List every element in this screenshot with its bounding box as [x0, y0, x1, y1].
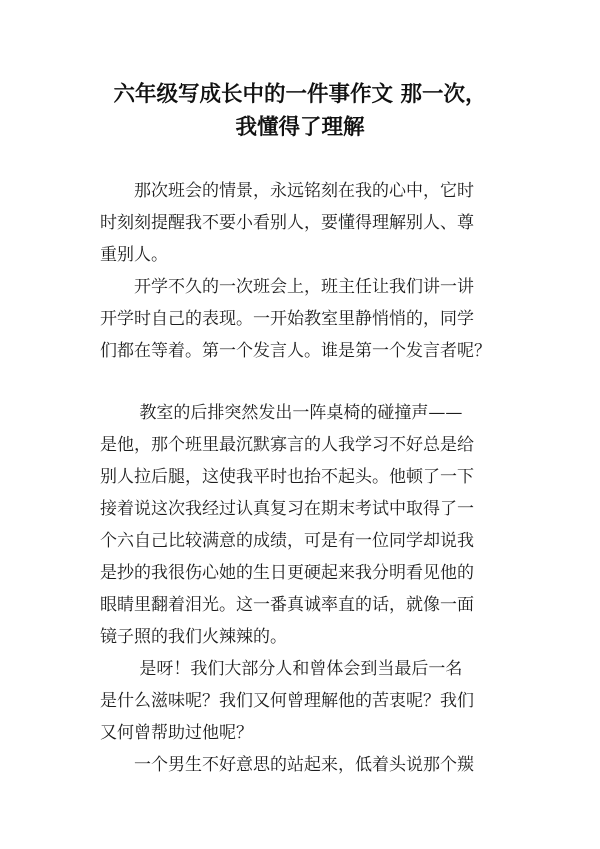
body-line: 镜子照的我们火辣辣的。 — [100, 627, 287, 647]
body-line: 教室的后排突然发出一阵桌椅的碰撞声—— — [100, 403, 463, 423]
body-line: 时刻刻提醒我不要小看别人，要懂得理解别人、尊 — [100, 213, 474, 233]
body-line: 是抄的我很伤心她的生日更硬起来我分明看见他的 — [100, 563, 474, 583]
body-line: 是什么滋味呢？我们又何曾理解他的苦衷呢？我们 — [100, 691, 474, 711]
body-line: 一个男生不好意思的站起来，低着头说那个羰 — [100, 755, 474, 775]
body-line: 是呀！我们大部分人和曾体会到当最后一名 — [100, 659, 463, 679]
body-line: 又何曾帮助过他呢？ — [100, 723, 253, 743]
document-title-line-2: 我懂得了理解 — [235, 115, 365, 140]
body-line: 别人拉后腿，这使我平时也抬不起头。他顿了一下 — [100, 467, 474, 487]
body-line: 是他，那个班里最沉默寡言的人我学习不好总是给 — [100, 435, 474, 455]
body-line: 个六自己比较满意的成绩，可是有一位同学却说我 — [100, 531, 474, 551]
body-line: 开学不久的一次班会上，班主任让我们讲一讲 — [100, 277, 474, 297]
body-line: 们都在等着。第一个发言人。谁是第一个发言者呢？ — [100, 341, 491, 361]
document-title-line-1: 六年级写成长中的一件事作文 那一次， — [113, 82, 487, 107]
body-line: 重别人。 — [100, 245, 168, 265]
body-line: 那次班会的情景，永远铭刻在我的心中，它时 — [100, 181, 474, 201]
body-line: 接着说这次我经过认真复习在期末考试中取得了一 — [100, 499, 474, 519]
body-line: 开学时自己的表现。一开始教室里静悄悄的，同学 — [100, 309, 474, 329]
body-line: 眼睛里翻着泪光。这一番真诚率直的话，就像一面 — [100, 595, 474, 615]
